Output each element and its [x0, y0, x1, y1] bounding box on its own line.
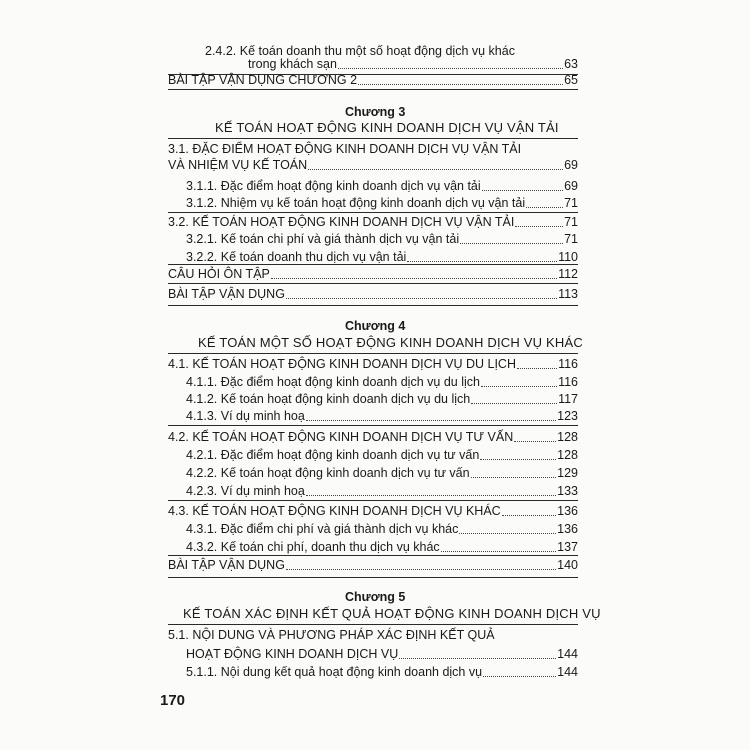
divider — [168, 425, 578, 426]
toc-entry-cau-hoi-on-tap — [168, 267, 578, 282]
toc-entry-page: 113 — [558, 287, 578, 301]
divider — [168, 138, 578, 139]
leader-dots — [286, 568, 556, 570]
leader-dots — [480, 458, 556, 460]
toc-entry-page: 136 — [557, 522, 578, 536]
toc-entry-page: 144 — [557, 647, 578, 661]
toc-entry-label: 3.2.1. Kế toán chi phí và giá thành dịch vụ vận tải — [186, 232, 460, 246]
toc-entry-4-2-1 — [186, 448, 578, 463]
leader-dots — [407, 260, 557, 262]
divider — [168, 353, 578, 354]
toc-entry-page: 69 — [564, 158, 578, 172]
toc-entry-4-1-1 — [186, 375, 578, 390]
toc-entry-label: 3.2.2. Kế toán doanh thu dịch vụ vận tải — [186, 250, 407, 264]
page-number: 170 — [160, 692, 186, 709]
toc-entry-page: 116 — [558, 357, 578, 371]
leader-dots — [481, 385, 557, 387]
toc-entry-page: 110 — [558, 250, 578, 264]
leader-dots — [306, 419, 556, 421]
toc-entry-label: 4.3.2. Kế toán chi phí, doanh thu dịch vụ khác — [186, 540, 440, 554]
toc-entry-4-2-3 — [186, 484, 578, 499]
leader-dots — [459, 532, 556, 534]
leader-dots — [399, 657, 556, 659]
toc-entry-4-1-2 — [186, 392, 578, 407]
divider — [168, 555, 578, 556]
toc-entry-page: 71 — [564, 232, 578, 246]
divider — [168, 212, 578, 213]
toc-entry-3-2 — [168, 215, 578, 230]
toc-entry-label: VÀ NHIỆM VỤ KẾ TOÁN — [168, 158, 308, 172]
leader-dots — [460, 242, 563, 244]
toc-entry-label: 4.1.1. Đặc điểm hoạt động kinh doanh dịch vụ du lịch — [186, 375, 480, 389]
toc-entry-3-1-2 — [186, 196, 578, 211]
toc-entry-4-1-3 — [186, 409, 578, 424]
divider — [168, 577, 578, 578]
toc-entry-3-1 — [168, 158, 578, 173]
leader-dots — [471, 476, 557, 478]
divider — [168, 89, 578, 90]
leader-dots — [358, 83, 563, 85]
toc-entry-label: BÀI TẬP VẬN DỤNG — [168, 558, 285, 572]
toc-entry-label: 4.1. KẾ TOÁN HOẠT ĐỘNG KINH DOANH DỊCH VỤ DU LỊCH — [168, 357, 516, 371]
chapter-5-title: KẾ TOÁN XÁC ĐỊNH KẾT QUẢ HOẠT ĐỘNG KINH DOANH DỊCH VỤ — [183, 606, 601, 621]
toc-entry-page: 65 — [564, 73, 578, 87]
toc-entry-label: BÀI TẬP VẬN DỤNG — [168, 287, 285, 301]
toc-entry-page: 117 — [558, 392, 578, 406]
toc-entry-page: 71 — [564, 196, 578, 210]
toc-entry-page: 133 — [557, 484, 578, 498]
toc-entry-label: 4.3. KẾ TOÁN HOẠT ĐỘNG KINH DOANH DỊCH VỤ KHÁC — [168, 504, 501, 518]
divider — [168, 624, 578, 625]
leader-dots — [271, 277, 557, 279]
leader-dots — [308, 168, 563, 170]
chapter-4-title: KẾ TOÁN MỘT SỐ HOẠT ĐỘNG KINH DOANH DỊCH VỤ KHÁC — [198, 335, 583, 350]
toc-entry-page: 128 — [557, 430, 578, 444]
toc-entry-label: 3.2. KẾ TOÁN HOẠT ĐỘNG KINH DOANH DỊCH VỤ VẬN TẢI — [168, 215, 515, 229]
divider — [168, 264, 578, 265]
leader-dots — [514, 440, 556, 442]
divider — [168, 305, 578, 306]
toc-entry-label: HOẠT ĐỘNG KINH DOANH DỊCH VỤ — [186, 647, 399, 661]
toc-entry-page: 136 — [557, 504, 578, 518]
chapter-3-heading: Chương 3 — [345, 105, 406, 119]
toc-entry-label: 4.3.1. Đặc điểm chi phí và giá thành dịch vụ khác — [186, 522, 459, 536]
toc-entry-bt-chuong-2 — [168, 73, 578, 88]
toc-entry-page: 112 — [558, 267, 578, 281]
leader-dots — [338, 67, 563, 69]
toc-entry-page: 63 — [564, 57, 578, 71]
toc-entry-page: 116 — [558, 375, 578, 389]
toc-entry-label: 4.2.1. Đặc điểm hoạt động kinh doanh dịch vụ tư vấn — [186, 448, 480, 462]
toc-entry-page: 137 — [557, 540, 578, 554]
leader-dots — [306, 494, 556, 496]
toc-entry-label: 3.1.1. Đặc điểm hoạt động kinh doanh dịch vụ vận tải — [186, 179, 481, 193]
toc-entry-5-1-1 — [186, 665, 578, 680]
toc-entry-bt-chuong-4 — [168, 558, 578, 573]
toc-entry-label: trong khách sạn — [248, 57, 337, 71]
toc-entry-page: 140 — [557, 558, 578, 572]
toc-entry-page: 128 — [557, 448, 578, 462]
chapter-4-heading: Chương 4 — [345, 319, 406, 333]
toc-entry-label: 3.1.2. Nhiệm vụ kế toán hoạt động kinh doanh dịch vụ vận tải — [186, 196, 526, 210]
toc-entry-2-4-2-line1: 2.4.2. Kế toán doanh thu một số hoạt động dịch vụ khác — [205, 44, 515, 58]
leader-dots — [502, 514, 556, 516]
toc-entry-page: 144 — [557, 665, 578, 679]
toc-entry-label: 4.1.3. Ví dụ minh hoạ — [186, 409, 305, 423]
toc-entry-label: BÀI TẬP VẬN DỤNG CHƯƠNG 2 — [168, 73, 358, 87]
leader-dots — [526, 206, 563, 208]
toc-entry-4-3-1 — [186, 522, 578, 537]
leader-dots — [286, 297, 557, 299]
toc-entry-4-1 — [168, 357, 578, 372]
toc-entry-4-2-2 — [186, 466, 578, 481]
toc-entry-3-1-line1: 3.1. ĐẶC ĐIỂM HOẠT ĐỘNG KINH DOANH DỊCH VỤ VẬN TẢI — [168, 142, 522, 156]
toc-entry-5-1 — [186, 647, 578, 662]
toc-entry-label: 4.2. KẾ TOÁN HOẠT ĐỘNG KINH DOANH DỊCH VỤ TƯ VẤN — [168, 430, 514, 444]
leader-dots — [515, 225, 563, 227]
toc-entry-2-4-2 — [248, 57, 578, 72]
leader-dots — [441, 550, 556, 552]
toc-entry-page: 123 — [557, 409, 578, 423]
toc-entry-3-2-1 — [186, 232, 578, 247]
toc-entry-4-3-2 — [186, 540, 578, 555]
toc-entry-page: 129 — [557, 466, 578, 480]
toc-entry-label: CÂU HỎI ÔN TẬP — [168, 267, 270, 281]
toc-entry-label: 4.2.3. Ví dụ minh hoạ — [186, 484, 305, 498]
toc-entry-4-3 — [168, 504, 578, 519]
leader-dots — [482, 189, 563, 191]
leader-dots — [517, 367, 557, 369]
leader-dots — [471, 402, 557, 404]
toc-entry-page: 69 — [564, 179, 578, 193]
toc-entry-3-1-1 — [186, 179, 578, 194]
toc-entry-4-2 — [168, 430, 578, 445]
toc-entry-page: 71 — [564, 215, 578, 229]
toc-entry-5-1-line1: 5.1. NỘI DUNG VÀ PHƯƠNG PHÁP XÁC ĐỊNH KẾT QUẢ — [168, 628, 495, 642]
chapter-5-heading: Chương 5 — [345, 590, 406, 604]
toc-entry-label: 4.1.2. Kế toán hoạt động kinh doanh dịch vụ du lịch — [186, 392, 471, 406]
toc-entry-bt-chuong-3 — [168, 287, 578, 302]
toc-entry-3-2-2 — [186, 250, 578, 265]
divider — [168, 500, 578, 501]
divider — [168, 283, 578, 284]
leader-dots — [483, 675, 556, 677]
toc-entry-label: 5.1.1. Nội dung kết quả hoạt động kinh doanh dịch vụ — [186, 665, 483, 679]
chapter-3-title: KẾ TOÁN HOẠT ĐỘNG KINH DOANH DỊCH VỤ VẬN TẢI — [215, 120, 559, 135]
toc-entry-label: 4.2.2. Kế toán hoạt động kinh doanh dịch vụ tư vấn — [186, 466, 470, 480]
